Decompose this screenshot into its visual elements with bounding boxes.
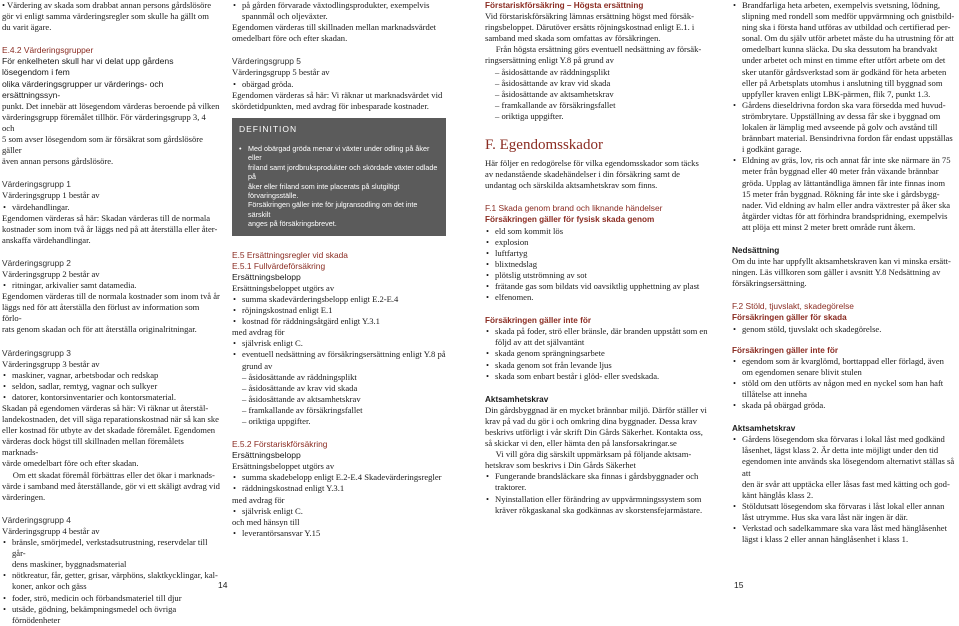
ned-text: ningen. Läs villkoren som gäller i avsnitt Y.8 Nedsättning av — [732, 267, 941, 278]
e52-item: • räddningskostnad enligt Y.3.1 — [232, 483, 446, 494]
e51-item2: • eventuell nedsättning av försäkringsersättning enligt Y.8 på — [232, 349, 446, 360]
left-column-2 — [232, 0, 446, 539]
f1-not-item-cont: följd av att det självantänt — [495, 337, 585, 348]
f1-not-item: • skada genom sot från levande ljus — [485, 360, 717, 371]
top-text: omedelbart före och efter skadan. — [232, 33, 348, 44]
aks-item-cont: traktorer. — [495, 482, 527, 493]
aks2-item-cont: egendomen inte används ska lösegendom alternativt ställas så att — [742, 456, 955, 478]
e52-mid: med avdrag för — [232, 494, 285, 505]
group3-text: eller kostnad för utbyte av det skadade föremålet. Egendomen — [2, 425, 216, 436]
aks-text: krav på vad du gör i och omkring dina byggnader. Dessa krav — [485, 415, 697, 426]
e52-intro: Ersättningsbeloppet utgörs av — [232, 461, 335, 472]
aks-text: Din gårdsbyggnad är en mycket brännbar miljö. Därför ställer vi — [485, 404, 707, 415]
c4-item-cont: under arbetet och minst en timme efter utfört arbete om det — [742, 55, 946, 66]
section-heading-e42: E.4.2 Värderingsgrupper — [2, 45, 94, 56]
definition-line: friland samt jordbruksprodukter och skördade växter odlade på — [248, 162, 438, 182]
c4-item-cont: 15 meter från byggnad. Rökning får inte ske i gårdsbygg- — [742, 188, 940, 199]
f1-heading: F.1 Skada genom brand och liknande händelser — [485, 203, 663, 214]
definition-line: åker eller friland som inte placerats på slutgiltigt förvaringsställe. — [248, 181, 400, 200]
group4-item: • nötkreatur, får, getter, grisar, värphöns, slaktkycklingar, kal- — [2, 570, 220, 581]
top-item: • på gården förvarade växtodlingsprodukter, exempelvis — [232, 0, 446, 11]
aks2-item: • Stöldutsatt lösegendom ska förvaras i låst lokal eller annan — [732, 501, 957, 512]
top-item-cont: spannmål och oljeväxter. — [242, 11, 328, 22]
group1-heading: Värderingsgrupp 1 — [2, 179, 71, 190]
group1-intro: Värderingsgrupp 1 består av — [2, 190, 100, 201]
c4-item-cont: gröda. Upplag av lättantändliga ämnen får inte finnas inom — [742, 177, 946, 188]
group2-intro: Värderingsgrupp 2 består av — [2, 268, 100, 279]
e51-item: • röjningskostnad enligt E.1 — [232, 305, 446, 316]
top-text: Vid förstariskförsäkring lämnas ersättning högst med försäk- — [485, 11, 695, 22]
e51-dash-item: – åsidosättande av krav vid skada — [242, 382, 358, 393]
e51-dash-item: – oriktiga uppgifter. — [242, 416, 311, 426]
definition-line: Försäkringen gäller inte för julgransodling om det inte särskilt — [248, 200, 418, 219]
c4-item-cont: sker utanför gårdsverkstad som är godkänd för heta arbeten — [742, 66, 947, 77]
f1-item: • explosion — [485, 237, 717, 248]
c4-item-cont: att plöja ett minst 2 meter brett område runt åkern. — [742, 221, 916, 232]
section-f-heading: F. Egendomsskador — [485, 137, 603, 154]
e51-item: • kostnad för räddningsåtgärd enligt Y.3.1 — [232, 316, 446, 327]
group4-item-cont: dens maskiner, byggnadsmaterial — [12, 559, 127, 570]
e51-dash-item: – åsidosättande av aktsamhetskrav — [242, 393, 361, 404]
top-dash-item: – åsidosättande av räddningsplikt — [495, 66, 610, 77]
f1-not-heading: Försäkringen gäller inte för — [485, 316, 592, 326]
c4-item-cont: strömbrytare. Uppställning av dessa får ske i byggnad om — [742, 110, 941, 121]
f1-not-item: • skada som enbart består i glöd- eller svedskada. — [485, 371, 717, 382]
intro-line-2: gör vi enligt samma värderingsregler som skulle ha gällt om — [2, 11, 209, 22]
top-dash-item: – åsidosättande av krav vid skada — [495, 77, 611, 88]
f2-not-item: • skada på obärgad gröda. — [732, 400, 957, 411]
section-text-line: värderingsgrupp föremålet tillhör. För värderingsgrupp 3, 4 och — [2, 111, 206, 133]
definition-text — [239, 144, 439, 229]
group1-text: kostnader som inom två år läggs ned på att återställa eller åter- — [2, 223, 218, 234]
group1-text: Egendomen värderas så här: Skadan värderas till de normala — [2, 212, 211, 223]
aks-text2: hetskrav som beskrivs i Din Gårds Säkerhet — [485, 460, 636, 471]
definition-line: • Med obärgad gröda menar vi växter under odling på åker eller — [248, 143, 430, 163]
f1-item: • plötslig utströmning av sot — [485, 270, 717, 281]
group3-item: • seldon, sadlar, remtyg, vagnar och sulkyer — [2, 381, 220, 392]
group3-heading: Värderingsgrupp 3 — [2, 347, 71, 358]
right-column-1 — [485, 0, 717, 516]
c4-item-cont: eller på Arbetsplats utomhus i anslutning till byggnad som — [742, 77, 943, 88]
e51-mid: med avdrag för — [232, 327, 285, 338]
aks-item: • Fungerande brandsläckare ska finnas i gårdsbyggnader och — [485, 471, 717, 482]
definition-title: DEFINITION — [239, 123, 298, 134]
c4-item-cont: brännbart material. Bensindrivna fordon får endast uppställas — [742, 133, 953, 144]
f2-not-item: • egendom som är kvarglömd, borttappad eller förlagd, även — [732, 356, 957, 367]
c4-item-cont: lokalen är lämplig med avseende på golv och avstånd till — [742, 122, 938, 133]
f-text: av nedanstående skadehändelser i din försäkring samt de — [485, 169, 680, 180]
top-text: samband med skada som omfattas av försäkringen. — [485, 33, 661, 44]
e52-heading: E.5.2 Förstariskförsäkring — [232, 439, 328, 450]
e51-intro: Ersättningsbeloppet utgörs av — [232, 282, 335, 293]
c4-item-cont: uppfyller kraven enligt LBK-pärmen, flik 7, punkt 1.3. — [742, 88, 931, 99]
ned-heading: Nedsättning — [732, 245, 780, 255]
group5-intro: Värderingsgrupp 5 består av — [232, 67, 330, 78]
aks-item: • Nyinstallation eller förändring av uppvärmningssystem som — [485, 494, 717, 505]
group5-heading: Värderingsgrupp 5 — [232, 56, 301, 67]
f1-sub: Försäkringen gäller för fysisk skada genom — [485, 215, 655, 225]
f1-item: • frätande gas som bildats vid oavsiktlig upphettning av plast — [485, 281, 717, 292]
group5-text: Egendomen värderas så här: Vi räknar ut marknadsvärdet vid — [232, 89, 443, 100]
group1-item: • värdehandlingar. — [2, 202, 220, 213]
f-text: Här följer en redogörelse för vilka egendomsskador som täcks — [485, 158, 699, 169]
top-heading: Förstariskförsäkring – Högsta ersättning — [485, 1, 644, 10]
group4-item-cont: koner, ankor och gäss — [12, 581, 87, 592]
f1-item: • eld som kommit lös — [485, 226, 717, 237]
group2-text: Egendomen värderas till de normala kostnader som inom två år — [2, 291, 220, 302]
e52-item: • summa skadebelopp enligt E.2-E.4 Skadevärderingsregler — [232, 472, 446, 483]
e52-item3: • leverantörsansvar Y.15 — [232, 528, 446, 539]
aks2-item-cont: låsenhet, lägst klass 2. Är detta inte möjligt under den tid — [742, 445, 939, 456]
section-text-line: punkt. Det innebär att lösegendom värderas beroende på vilken — [2, 100, 220, 111]
section-text-line: även annan persons gårdslösöre. — [2, 156, 114, 167]
group3-text: värde omedelbart före och efter skadan. — [2, 458, 139, 469]
c4-item: • Gårdens dieseldrivna fordon ska vara försedda med huvud- — [732, 100, 957, 111]
aks2-item-cont: låst utrymme. Hus ska vara låst när ingen är där. — [742, 511, 908, 522]
e51-item: • summa skadevärderingsbelopp enligt E.2-E.4 — [232, 294, 446, 305]
c4-item-cont: i godkänt garage. — [742, 144, 802, 155]
f2-heading: F.2 Stöld, tjuvslakt, skadegörelse — [732, 301, 854, 312]
f2-not-item: • stöld om den utförts av någon med en nyckel som han haft — [732, 378, 957, 389]
aks2-item-cont: den är svår att upptäcka eller låsas fast med kätting och god- — [742, 478, 950, 489]
c4-item-cont: omedelbart kunna släcka. Du ska dessutom ha brandvakt — [742, 44, 938, 55]
group2-heading: Värderingsgrupp 2 — [2, 257, 71, 268]
top-dash-item: – oriktiga uppgifter. — [495, 110, 564, 121]
aks2-item-cont: känt hänglås klass 2. — [742, 489, 814, 500]
group2-item: • ritningar, arkivalier samt datamedia. — [2, 280, 220, 291]
c4-item-cont: nader. Vid eldning av halm eller andra växtrester på åker ska — [742, 199, 951, 210]
top-dash-item: – framkallande av försäkringsfallet — [495, 99, 616, 110]
c4-item-cont: åtgärder vidtas för att förhindra brandspridning, exempelvis — [742, 210, 948, 221]
e5-heading: E.5 Ersättningsregler vid skada — [232, 249, 348, 260]
e52-text: och med hänsyn till — [232, 516, 300, 527]
f1-item: • blixtnedslag — [485, 259, 717, 270]
c4-item-cont: meter från byggnad eller 40 meter från växande brännbar — [742, 166, 939, 177]
group5-item: • obärgad gröda. — [232, 79, 446, 90]
group3-intro: Värderingsgrupp 3 består av — [2, 358, 100, 369]
group4-item: • bränsle, smörjmedel, verkstadsutrustning, reservdelar till går- — [2, 537, 220, 559]
f1-item: • luftfartyg — [485, 248, 717, 259]
c4-item: • Brandfarliga heta arbeten, exempelvis svetsning, lödning, — [732, 0, 957, 11]
aks2-item: • Verkstad och sadelkammare ska vara låst med hänglåsenhet — [732, 523, 957, 534]
group5-text: skördetidpunkten, med avdrag för inbesparade kostnader. — [232, 100, 429, 111]
e51-dash-item: – åsidosättande av räddningsplikt — [242, 371, 357, 382]
group3-text: landekostnaden, det vill säga reparationskostnad när så kan ske — [2, 414, 219, 425]
f1-not-item: • skada på foder, strö eller bränsle, där branden uppstått som en — [485, 326, 717, 337]
aks-item-cont: kräver rökgaskanal ska godkännas av skorstensfejarmästare. — [495, 504, 703, 515]
aks2-item: • Gårdens lösegendom ska förvaras i lokal låst med godkänd — [732, 434, 957, 445]
group3-text2: värderingen. — [2, 491, 46, 502]
top-text2: Från högsta ersättning görs eventuell nedsättning av försäk- — [485, 44, 702, 55]
group4-item: • foder, strö, medicin och förbandsmateriel till djur — [2, 593, 220, 604]
f2-not-heading: Försäkringen gäller inte för — [732, 345, 839, 355]
group4-heading: Värderingsgrupp 4 — [2, 514, 71, 525]
aks2-item-cont: lägst i klass 2 eller annan hänglåsenhet i klass 1. — [742, 534, 909, 545]
right-column-2 — [732, 0, 957, 545]
section-text-line: För enkelheten skull har vi delat upp gårdens lösegendom i fem — [2, 56, 174, 78]
c4-item: • Eldning av gräs, lov, ris och annat får inte ske närmare än 75 — [732, 155, 957, 166]
group1-text: anskaffa värdehandlingar. — [2, 234, 91, 245]
f1-item: • elfenomen. — [485, 292, 717, 303]
top-text2: ringsersättning enligt Y.8 på grund av — [485, 55, 614, 66]
group2-text: läggs ned för att återställa den förlust av information som förlo- — [2, 302, 200, 324]
e51-item2: • självrisk enligt C. — [232, 338, 446, 349]
aks-text2: Vi vill göra dig särskilt uppmärksam på följande aktsam- — [485, 449, 692, 460]
e51-grund: grund av — [242, 360, 273, 371]
e51-heading: E.5.1 Fullvärdeförsäkring — [232, 260, 326, 271]
intro-line-3: du varit ägare. — [2, 22, 52, 33]
c4-item-cont: sonal. Om du själv utför arbetet måste du ha utrustning för att — [742, 33, 954, 44]
group3-text2: värde i samband med återställande, gör vi ett skäligt avdrag vid — [2, 480, 220, 491]
f2-sub: Försäkringen gäller för skada — [732, 313, 847, 323]
group3-text: Skadan på egendomen värderas så här: Vi räknar ut återstäl- — [2, 403, 209, 413]
e52-item2: • självrisk enligt C. — [232, 506, 446, 517]
aks2-heading: Aktsamhetskrav — [732, 424, 796, 434]
definition-box — [232, 118, 446, 236]
aks-text: beskrivs utförligt i vår skrift Din Gårds Säkerhet. Kontakta oss, — [485, 427, 703, 437]
page-number-right: 15 — [734, 580, 744, 590]
aks-text: så skickar vi den, eller hämta den på lansforsakringar.se — [485, 438, 677, 449]
f2-not-item-cont: om egendomen senare blivit stulen — [742, 366, 862, 377]
f1-not-item: • skada genom sprängningsarbete — [485, 348, 717, 359]
group2-text: rats genom skadan och för att återställa originalritningar. — [2, 324, 197, 335]
e52-sub: Ersättningsbelopp — [232, 450, 301, 461]
section-text-line: olika värderingsgrupper ur värderings- och ersättningssyn- — [2, 78, 164, 100]
group3-text2: Om ett skadat föremål förbättras eller det ökar i marknads- — [2, 469, 215, 480]
definition-line: anges på försäkringsbrevet. — [248, 219, 337, 229]
group4-item: • utsäde, gödning, bekämpningsmedel och övriga förnödenheter — [2, 604, 220, 626]
e51-dash-item: – framkallande av försäkringsfallet — [242, 404, 363, 415]
f-text: undantag och särskilda aktsamhetskrav som finns. — [485, 180, 658, 191]
c4-item-cont: slipning med rondell som medför uppvärmning och gnistbild- — [742, 11, 955, 22]
group3-item: • datorer, kontorsinventarier och kontorsmaterial. — [2, 392, 220, 403]
top-text: ringsbeloppet. Därutöver ersätts röjningskostnad enligt E.1. i — [485, 22, 695, 33]
f2-not-item-cont: tillåtelse att innehа — [742, 389, 807, 399]
top-text: Egendomen värderas till skillnaden mellan marknadsvärdet — [232, 22, 437, 33]
ned-text: försäkringsersättning. — [732, 278, 807, 289]
page-number-left: 14 — [218, 580, 228, 590]
e51-sub: Ersättningsbelopp — [232, 271, 301, 282]
ned-text: Om du inte har uppfyllt aktsamhetskraven kan vi minska ersätt- — [732, 256, 951, 267]
group3-item: • maskiner, vagnar, arbetsbodar och redskap — [2, 370, 220, 381]
left-column-1 — [2, 0, 220, 626]
group3-text: värderas dock högst till skillnaden mellan föremålets marknads- — [2, 436, 184, 458]
top-dash-item: – åsidosättande av aktsamhetskrav — [495, 88, 614, 99]
intro-line-1: • Värdering av skada som drabbat annan persons gårdslösöre — [2, 0, 212, 10]
section-text-line: 5 som avser lösegendom som är försäkrat som gårdslösöre gäller — [2, 134, 203, 156]
group4-intro: Värderingsgrupp 4 består av — [2, 525, 100, 536]
aks-heading: Aktsamhetskrav — [485, 394, 549, 404]
c4-item-cont: ning ska i första hand utföras av utbildad och certifierad per- — [742, 22, 951, 33]
f2-item: • genom stöld, tjuvslakt och skadegörelse. — [732, 324, 957, 335]
